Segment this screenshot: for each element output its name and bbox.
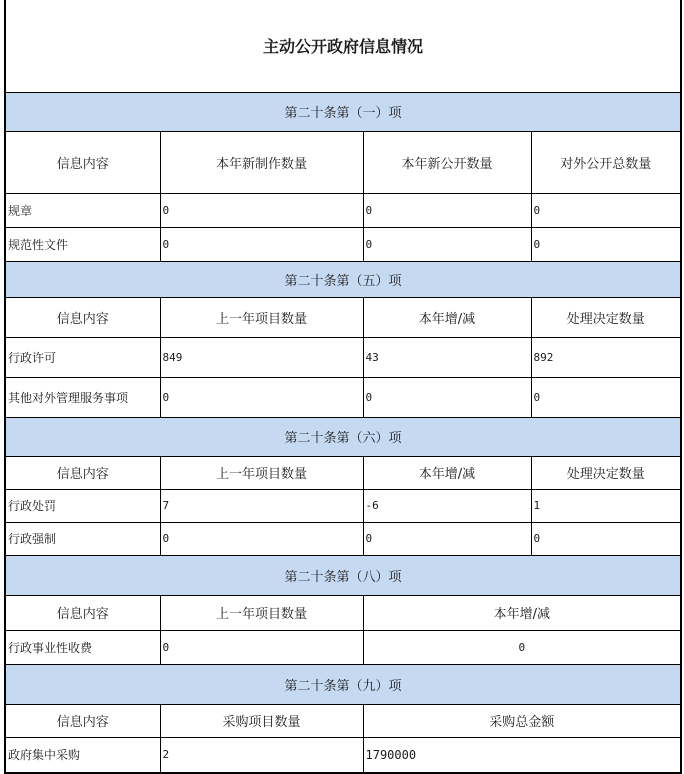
column-header: 信息内容 (5, 456, 160, 489)
column-header: 处理决定数量 (531, 297, 681, 337)
cell-value: 0 (363, 522, 531, 555)
cell-value: 0 (531, 227, 681, 261)
row-label: 行政处罚 (5, 489, 160, 522)
section-heading-9: 第二十条第（九）项 (5, 664, 681, 704)
section-heading-8: 第二十条第（八）项 (5, 555, 681, 595)
column-header: 本年新制作数量 (160, 131, 363, 193)
cell-value: 0 (363, 377, 531, 417)
row-label: 其他对外管理服务事项 (5, 377, 160, 417)
cell-value: 0 (531, 193, 681, 227)
cell-value: 892 (531, 337, 681, 377)
section-heading-6: 第二十条第（六）项 (5, 417, 681, 456)
section-heading-5: 第二十条第（五）项 (5, 261, 681, 297)
column-header: 对外公开总数量 (531, 131, 681, 193)
column-header: 信息内容 (5, 595, 160, 630)
cell-value: 0 (160, 522, 363, 555)
cell-value: 1790000 (363, 737, 681, 773)
column-header: 采购总金额 (363, 704, 681, 737)
row-label: 行政事业性收费 (5, 630, 160, 664)
row-label: 行政许可 (5, 337, 160, 377)
page-title: 主动公开政府信息情况 (5, 0, 681, 92)
cell-value: 0 (160, 630, 363, 664)
cell-value: 0 (363, 193, 531, 227)
column-header: 本年增/减 (363, 595, 681, 630)
cell-value: 0 (363, 630, 681, 664)
cell-value: 849 (160, 337, 363, 377)
row-label: 行政强制 (5, 522, 160, 555)
cell-value: 0 (531, 377, 681, 417)
cell-value: 0 (363, 227, 531, 261)
column-header: 信息内容 (5, 297, 160, 337)
cell-value: 7 (160, 489, 363, 522)
column-header: 处理决定数量 (531, 456, 681, 489)
column-header: 本年增/减 (363, 456, 531, 489)
column-header: 本年增/减 (363, 297, 531, 337)
row-label: 政府集中采购 (5, 737, 160, 773)
column-header: 信息内容 (5, 131, 160, 193)
cell-value: 43 (363, 337, 531, 377)
cell-value: 0 (160, 227, 363, 261)
cell-value: -6 (363, 489, 531, 522)
section-heading-1: 第二十条第（一）项 (5, 92, 681, 131)
cell-value: 2 (160, 737, 363, 773)
column-header: 信息内容 (5, 704, 160, 737)
column-header: 上一年项目数量 (160, 297, 363, 337)
column-header: 采购项目数量 (160, 704, 363, 737)
cell-value: 0 (531, 522, 681, 555)
column-header: 上一年项目数量 (160, 595, 363, 630)
cell-value: 1 (531, 489, 681, 522)
cell-value: 0 (160, 193, 363, 227)
column-header: 上一年项目数量 (160, 456, 363, 489)
row-label: 规章 (5, 193, 160, 227)
disclosure-table (4, 0, 682, 774)
cell-value: 0 (160, 377, 363, 417)
row-label: 规范性文件 (5, 227, 160, 261)
column-header: 本年新公开数量 (363, 131, 531, 193)
